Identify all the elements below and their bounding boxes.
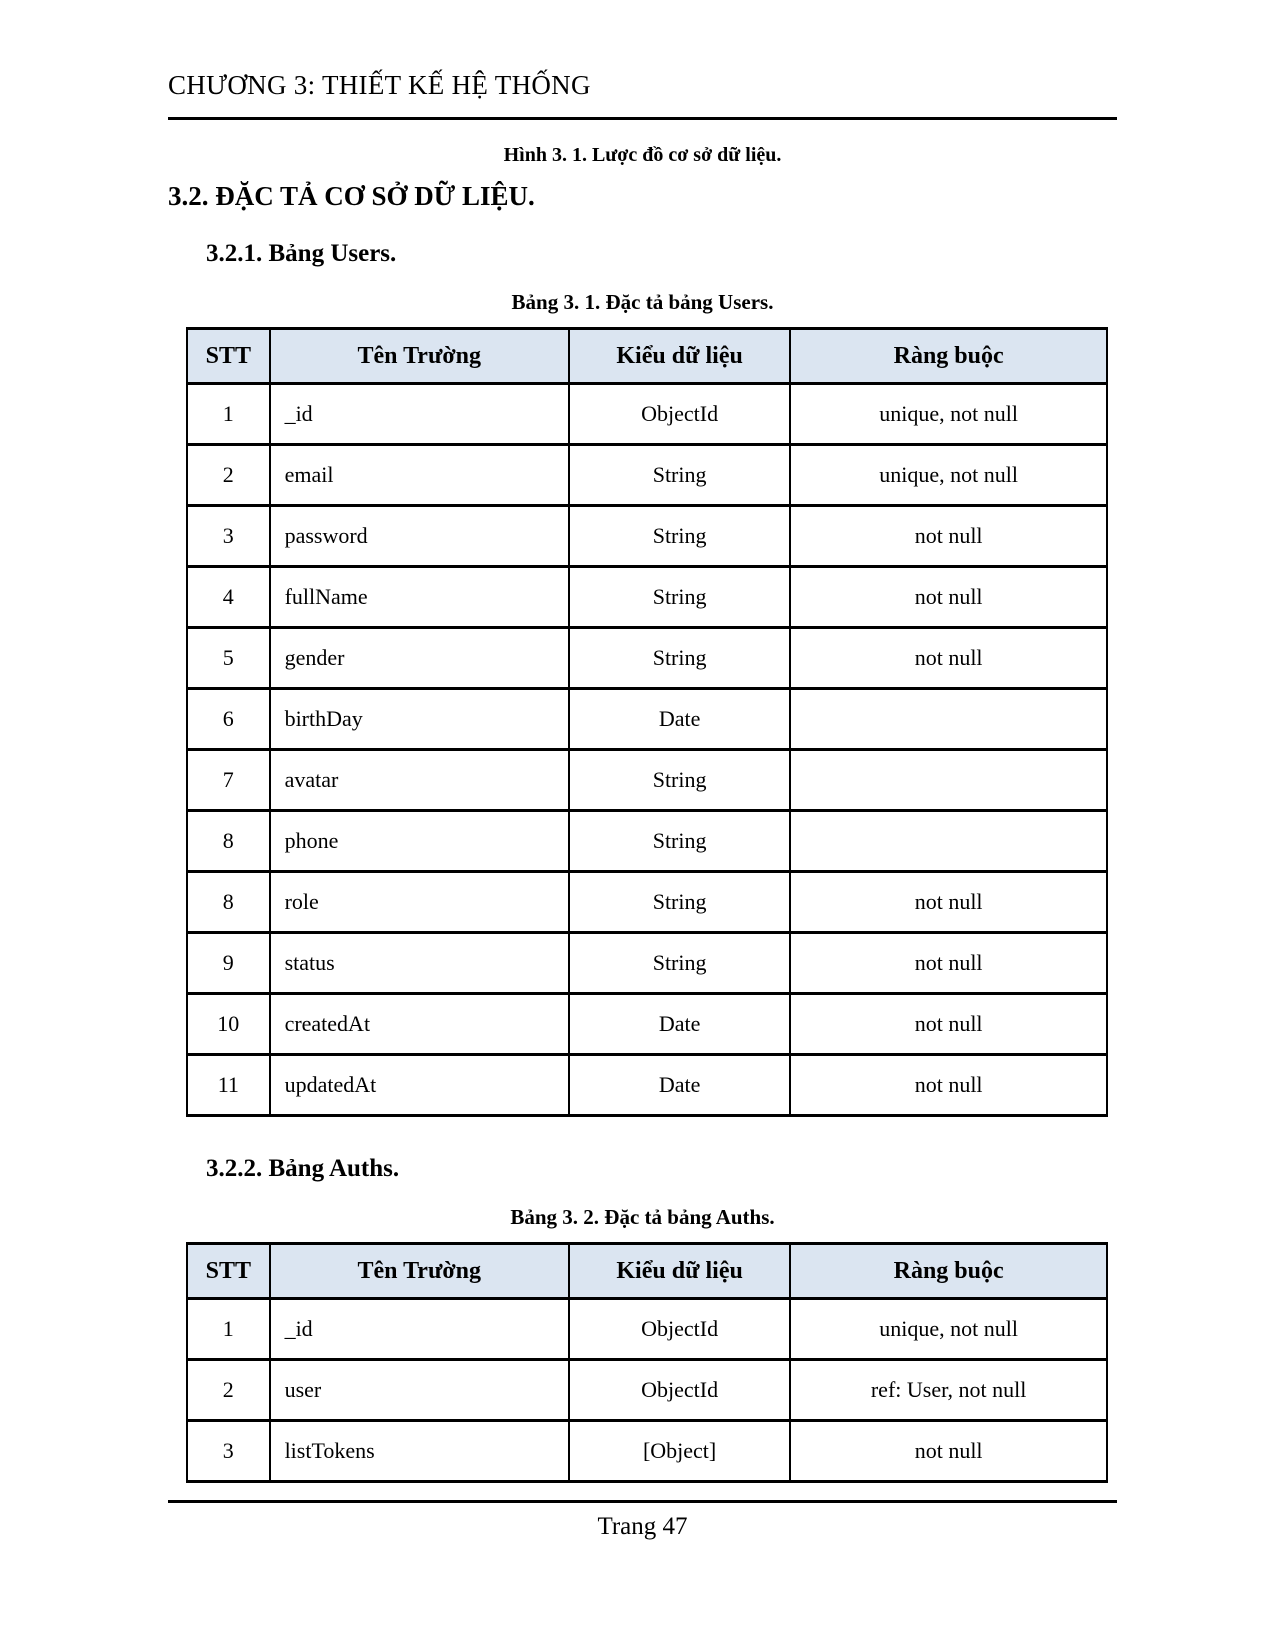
table-cell: String xyxy=(569,750,790,811)
table-cell: 8 xyxy=(187,811,270,872)
table-cell: Date xyxy=(569,689,790,750)
page-content xyxy=(168,0,1117,1483)
table-cell: 4 xyxy=(187,567,270,628)
table-cell: 9 xyxy=(187,933,270,994)
table-cell: 2 xyxy=(187,445,270,506)
table-cell: not null xyxy=(790,628,1107,689)
table-header-row xyxy=(187,1244,1107,1299)
table-header-cell: Tên Trường xyxy=(270,329,569,384)
table-cell: String xyxy=(569,628,790,689)
table-cell xyxy=(790,689,1107,750)
table-cell: not null xyxy=(790,994,1107,1055)
table-cell: 5 xyxy=(187,628,270,689)
table-row xyxy=(187,750,1107,811)
page-number: Trang 47 xyxy=(597,1513,688,1540)
table-cell: not null xyxy=(790,567,1107,628)
table-header-row xyxy=(187,329,1107,384)
table-caption-auths: Bảng 3. 2. Đặc tả bảng Auths. xyxy=(510,1205,775,1229)
table-cell: not null xyxy=(790,933,1107,994)
table-row xyxy=(187,1055,1107,1116)
table-cell: not null xyxy=(790,1055,1107,1116)
table-cell: gender xyxy=(270,628,569,689)
table-cell: email xyxy=(270,445,569,506)
table-cell: updatedAt xyxy=(270,1055,569,1116)
table-cell: String xyxy=(569,506,790,567)
table-cell: Date xyxy=(569,994,790,1055)
table-cell: ObjectId xyxy=(569,384,790,445)
table-row xyxy=(187,1360,1107,1421)
chapter-header: CHƯƠNG 3: THIẾT KẾ HỆ THỐNG xyxy=(168,70,591,100)
table-cell: String xyxy=(569,872,790,933)
table-cell: user xyxy=(270,1360,569,1421)
table-cell: unique, not null xyxy=(790,1299,1107,1360)
table-cell: status xyxy=(270,933,569,994)
section-heading: 3.2. ĐẶC TẢ CƠ SỞ DỮ LIỆU. xyxy=(168,181,535,211)
table-cell: 3 xyxy=(187,1421,270,1482)
table-header-cell: STT xyxy=(187,1244,270,1299)
table-cell: String xyxy=(569,933,790,994)
table-header-cell: STT xyxy=(187,329,270,384)
table-cell: not null xyxy=(790,1421,1107,1482)
table-row xyxy=(187,1421,1107,1482)
table-row xyxy=(187,872,1107,933)
table-cell: 3 xyxy=(187,506,270,567)
table-cell: String xyxy=(569,567,790,628)
table-cell: _id xyxy=(270,384,569,445)
table-cell xyxy=(790,811,1107,872)
table-cell: phone xyxy=(270,811,569,872)
table-cell: birthDay xyxy=(270,689,569,750)
table-row xyxy=(187,1299,1107,1360)
table-cell: unique, not null xyxy=(790,445,1107,506)
table-cell: String xyxy=(569,811,790,872)
table-cell: 8 xyxy=(187,872,270,933)
table-row xyxy=(187,567,1107,628)
table-header-cell: Ràng buộc xyxy=(790,329,1107,384)
table-header-cell: Kiểu dữ liệu xyxy=(569,329,790,384)
table-cell: Date xyxy=(569,1055,790,1116)
auths-spec-table xyxy=(186,1242,1108,1483)
table-cell: password xyxy=(270,506,569,567)
table-cell: avatar xyxy=(270,750,569,811)
table-row xyxy=(187,689,1107,750)
table-cell: _id xyxy=(270,1299,569,1360)
table-cell: ObjectId xyxy=(569,1299,790,1360)
table-row xyxy=(187,811,1107,872)
table-cell: String xyxy=(569,445,790,506)
table-cell: [Object] xyxy=(569,1421,790,1482)
table-cell: 6 xyxy=(187,689,270,750)
table-header-cell: Kiểu dữ liệu xyxy=(569,1244,790,1299)
table-cell: ObjectId xyxy=(569,1360,790,1421)
users-spec-table xyxy=(186,327,1108,1117)
table-row xyxy=(187,994,1107,1055)
table-cell: 2 xyxy=(187,1360,270,1421)
table-cell: 10 xyxy=(187,994,270,1055)
table-row xyxy=(187,445,1107,506)
table-cell: 1 xyxy=(187,384,270,445)
table-cell: role xyxy=(270,872,569,933)
table-row xyxy=(187,506,1107,567)
table-header-cell: Tên Trường xyxy=(270,1244,569,1299)
figure-caption: Hình 3. 1. Lược đồ cơ sở dữ liệu. xyxy=(503,144,782,166)
table-cell: ref: User, not null xyxy=(790,1360,1107,1421)
table-row xyxy=(187,933,1107,994)
table-cell xyxy=(790,750,1107,811)
table-header-cell: Ràng buộc xyxy=(790,1244,1107,1299)
table-cell: 1 xyxy=(187,1299,270,1360)
table-cell: 11 xyxy=(187,1055,270,1116)
table-caption-users: Bảng 3. 1. Đặc tả bảng Users. xyxy=(511,290,774,314)
table-cell: not null xyxy=(790,506,1107,567)
table-cell: unique, not null xyxy=(790,384,1107,445)
page-footer xyxy=(168,1500,1117,1541)
table-cell: createdAt xyxy=(270,994,569,1055)
subsection-heading-users: 3.2.1. Bảng Users. xyxy=(206,240,397,267)
table-cell: not null xyxy=(790,872,1107,933)
table-row xyxy=(187,384,1107,445)
table-cell: listTokens xyxy=(270,1421,569,1482)
subsection-heading-auths: 3.2.2. Bảng Auths. xyxy=(206,1155,400,1182)
header-rule xyxy=(168,117,1117,120)
table-row xyxy=(187,628,1107,689)
table-cell: 7 xyxy=(187,750,270,811)
table-cell: fullName xyxy=(270,567,569,628)
